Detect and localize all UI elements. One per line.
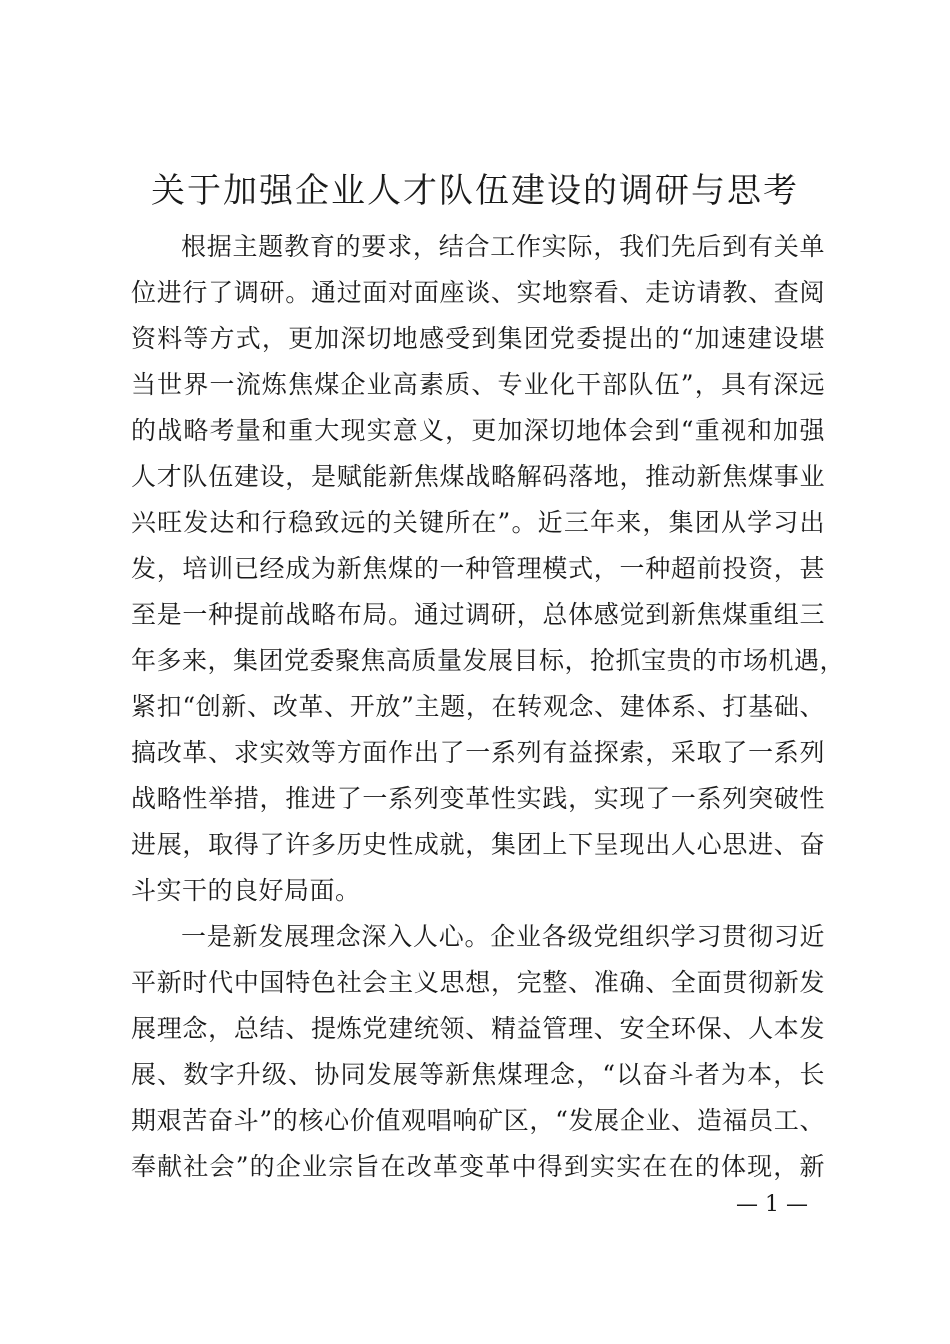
paragraph-line: 期艰苦奋斗”的核心价值观唱响矿区，“发展企业、造福员工、 [131,1106,825,1135]
paragraph-line: 奉献社会”的企业宗旨在改革变革中得到实实在在的体现，新 [131,1152,825,1181]
paragraph-line: 搞改革、求实效等方面作出了一系列有益探索，采取了一系列 [131,738,825,767]
document-title: 关于加强企业人才队伍建设的调研与思考 [151,171,799,211]
paragraph-line: 展理念，总结、提炼党建统领、精益管理、安全环保、人本发 [131,1014,825,1043]
page-number: — 1 — [736,1192,808,1217]
paragraph-line: 进展，取得了许多历史性成就，集团上下呈现出人心思进、奋 [131,830,825,859]
paragraph-line: 斗实干的良好局面。 [131,876,361,905]
paragraph-line: 资料等方式，更加深切地感受到集团党委提出的“加速建设堪 [131,324,825,353]
paragraph-line: 紧扣“创新、改革、开放”主题，在转观念、建体系、打基础、 [131,692,825,721]
paragraph-line: 战略性举措，推进了一系列变革性实践，实现了一系列突破性 [131,784,825,813]
paragraph-line: 至是一种提前战略布局。通过调研，总体感觉到新焦煤重组三 [131,600,825,629]
paragraph-line: 的战略考量和重大现实意义，更加深切地体会到“重视和加强 [131,416,825,445]
paragraph-1 [131,224,846,914]
paragraph-line: 展、数字升级、协同发展等新焦煤理念，“以奋斗者为本，长 [131,1060,825,1089]
paragraph-2 [131,914,825,1190]
paragraph-line: 一是新发展理念深入人心。企业各级党组织学习贯彻习近 [181,922,825,951]
paragraph-line: 人才队伍建设，是赋能新焦煤战略解码落地，推动新焦煤事业 [131,462,825,491]
paragraph-line: 发，培训已经成为新焦煤的一种管理模式，一种超前投资，甚 [131,554,825,583]
paragraph-line: 平新时代中国特色社会主义思想，完整、准确、全面贯彻新发 [131,968,825,997]
paragraph-line: 当世界一流炼焦煤企业高素质、专业化干部队伍”，具有深远 [131,370,825,399]
paragraph-line: 位进行了调研。通过面对面座谈、实地察看、走访请教、查阅 [131,278,825,307]
paragraph-line: 年多来，集团党委聚焦高质量发展目标，抢抓宝贵的市场机遇， [131,646,846,675]
paragraph-line: 根据主题教育的要求，结合工作实际，我们先后到有关单 [181,232,825,261]
paragraph-line: 兴旺发达和行稳致远的关键所在”。近三年来，集团从学习出 [131,508,825,537]
